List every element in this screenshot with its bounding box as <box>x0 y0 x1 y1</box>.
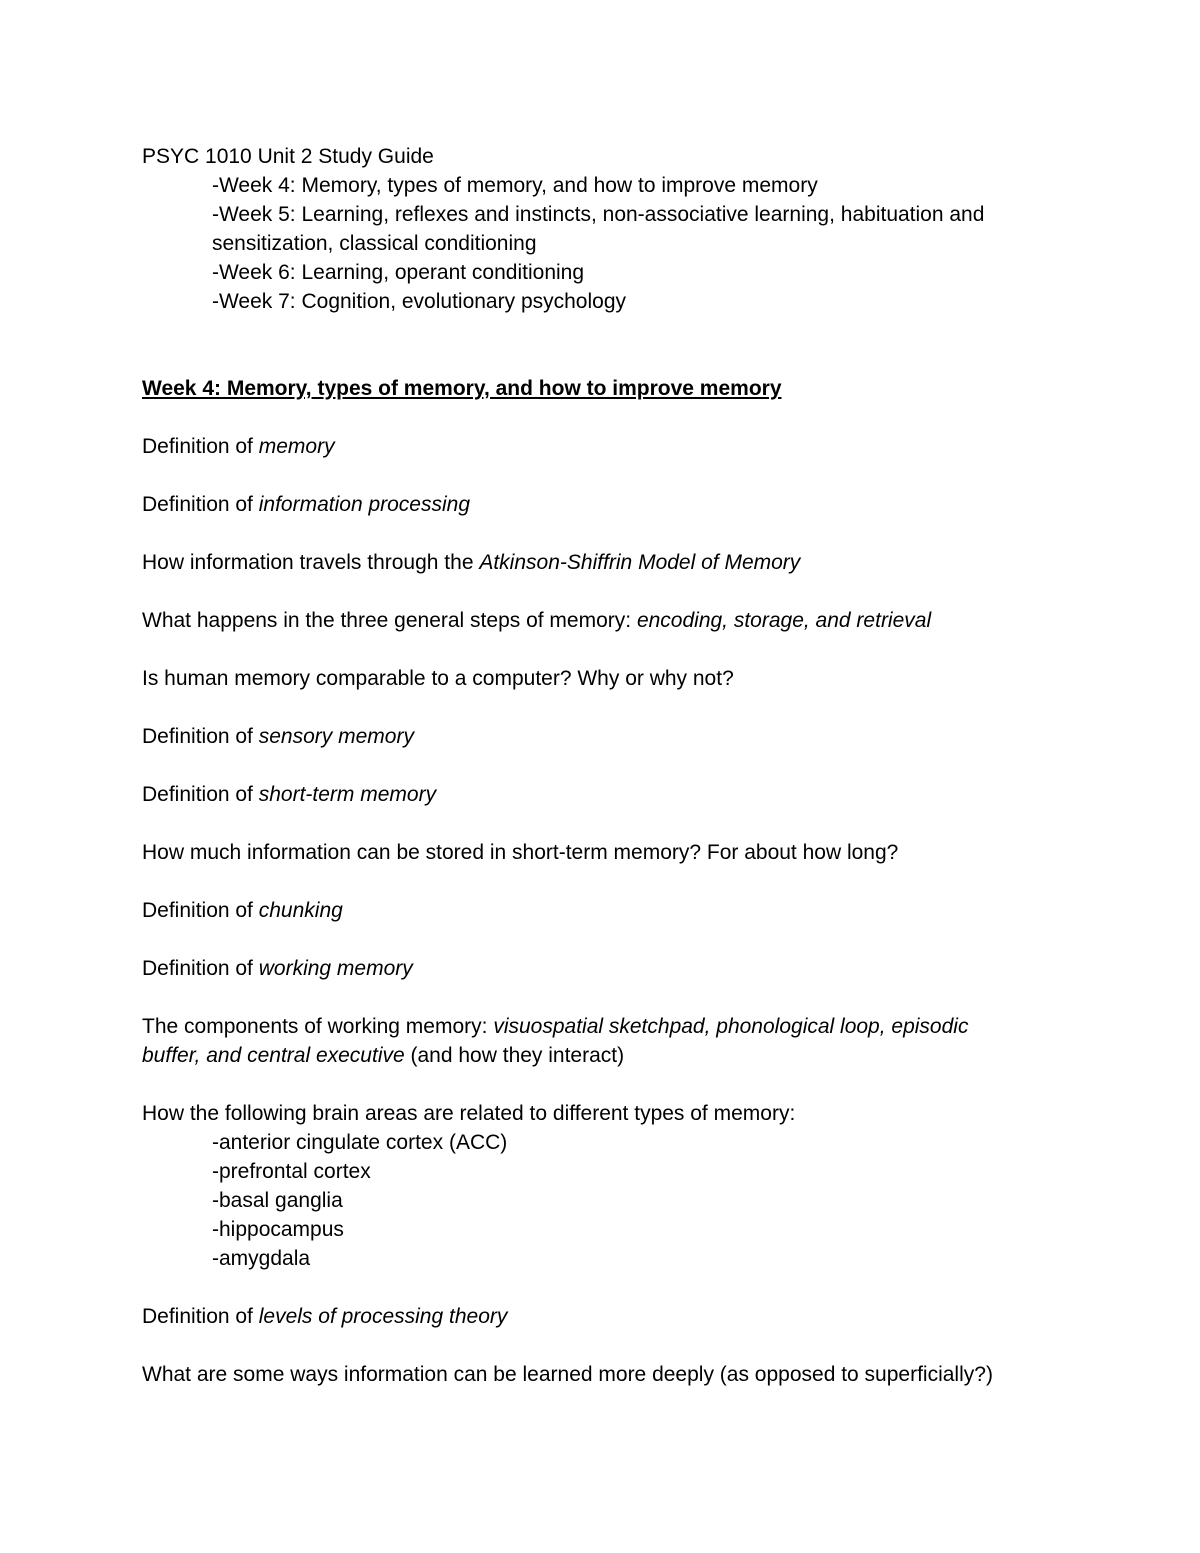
item-computer-question: Is human memory comparable to a computer? Why or why not? <box>142 667 734 690</box>
item-information-processing <box>142 490 1062 519</box>
item-suffix: (and how they interact) <box>404 1044 625 1067</box>
overview-item-week7: -Week 7: Cognition, evolutionary psychology <box>212 290 627 313</box>
item-brain-areas: How the following brain areas are related to different types of memory: <box>142 1102 796 1125</box>
item-term: sensory memory <box>258 725 414 748</box>
item-stm-capacity: How much information can be stored in short-term memory? For about how long? <box>142 841 899 864</box>
item-memory <box>142 432 1062 461</box>
item-term: short-term memory <box>258 783 437 806</box>
brain-areas-list <box>142 1128 1062 1273</box>
item-term: Atkinson-Shiffrin Model of Memory <box>479 551 801 574</box>
item-learn-deeply: What are some ways information can be learned more deeply (as opposed to superficially?) <box>142 1363 993 1386</box>
list-item: -basal ganglia <box>212 1189 343 1212</box>
item-prefix: Definition of <box>142 493 259 516</box>
item-working-memory <box>142 954 1062 983</box>
item-term: information processing <box>258 493 471 516</box>
item-term: encoding, storage, and retrieval <box>636 609 932 632</box>
list-item: -prefrontal cortex <box>212 1160 371 1183</box>
list-item: -anterior cingulate cortex (ACC) <box>212 1131 508 1154</box>
item-chunking <box>142 896 1062 925</box>
item-prefix: Definition of <box>142 725 259 748</box>
item-prefix: How information travels through the <box>142 551 480 574</box>
list-item: -amygdala <box>212 1247 311 1270</box>
item-term: visuospatial sketchpad, phonological loop, episodic buffer, and central executive <box>142 1015 969 1067</box>
item-working-memory-components <box>142 1012 1012 1070</box>
document-title: PSYC 1010 Unit 2 Study Guide <box>142 145 434 168</box>
section-heading: Week 4: Memory, types of memory, and how to improve memory <box>142 377 782 400</box>
overview-item-week4: -Week 4: Memory, types of memory, and how to improve memory <box>212 174 818 197</box>
overview-item-week6: -Week 6: Learning, operant conditioning <box>212 261 585 284</box>
item-prefix: Definition of <box>142 957 259 980</box>
item-prefix: Definition of <box>142 1305 259 1328</box>
list-item: -hippocampus <box>212 1218 344 1241</box>
item-term: chunking <box>258 899 343 922</box>
document-page <box>142 142 1062 1389</box>
item-levels-of-processing <box>142 1302 1062 1331</box>
item-prefix: The components of working memory: <box>142 1015 494 1038</box>
item-memory-steps <box>142 606 1062 635</box>
item-term: memory <box>258 435 335 458</box>
item-sensory-memory <box>142 722 1062 751</box>
item-prefix: What happens in the three general steps of memory: <box>142 609 637 632</box>
item-term: working memory <box>258 957 413 980</box>
overview-item-week5: -Week 5: Learning, reflexes and instincts, non-associative learning, habituation and sensitization, classical conditioning <box>212 203 985 255</box>
item-prefix: Definition of <box>142 435 259 458</box>
overview-list <box>142 171 1062 316</box>
item-term: levels of processing theory <box>258 1305 508 1328</box>
item-atkinson-shiffrin <box>142 548 1062 577</box>
item-prefix: Definition of <box>142 783 259 806</box>
item-short-term-memory <box>142 780 1062 809</box>
item-prefix: Definition of <box>142 899 259 922</box>
